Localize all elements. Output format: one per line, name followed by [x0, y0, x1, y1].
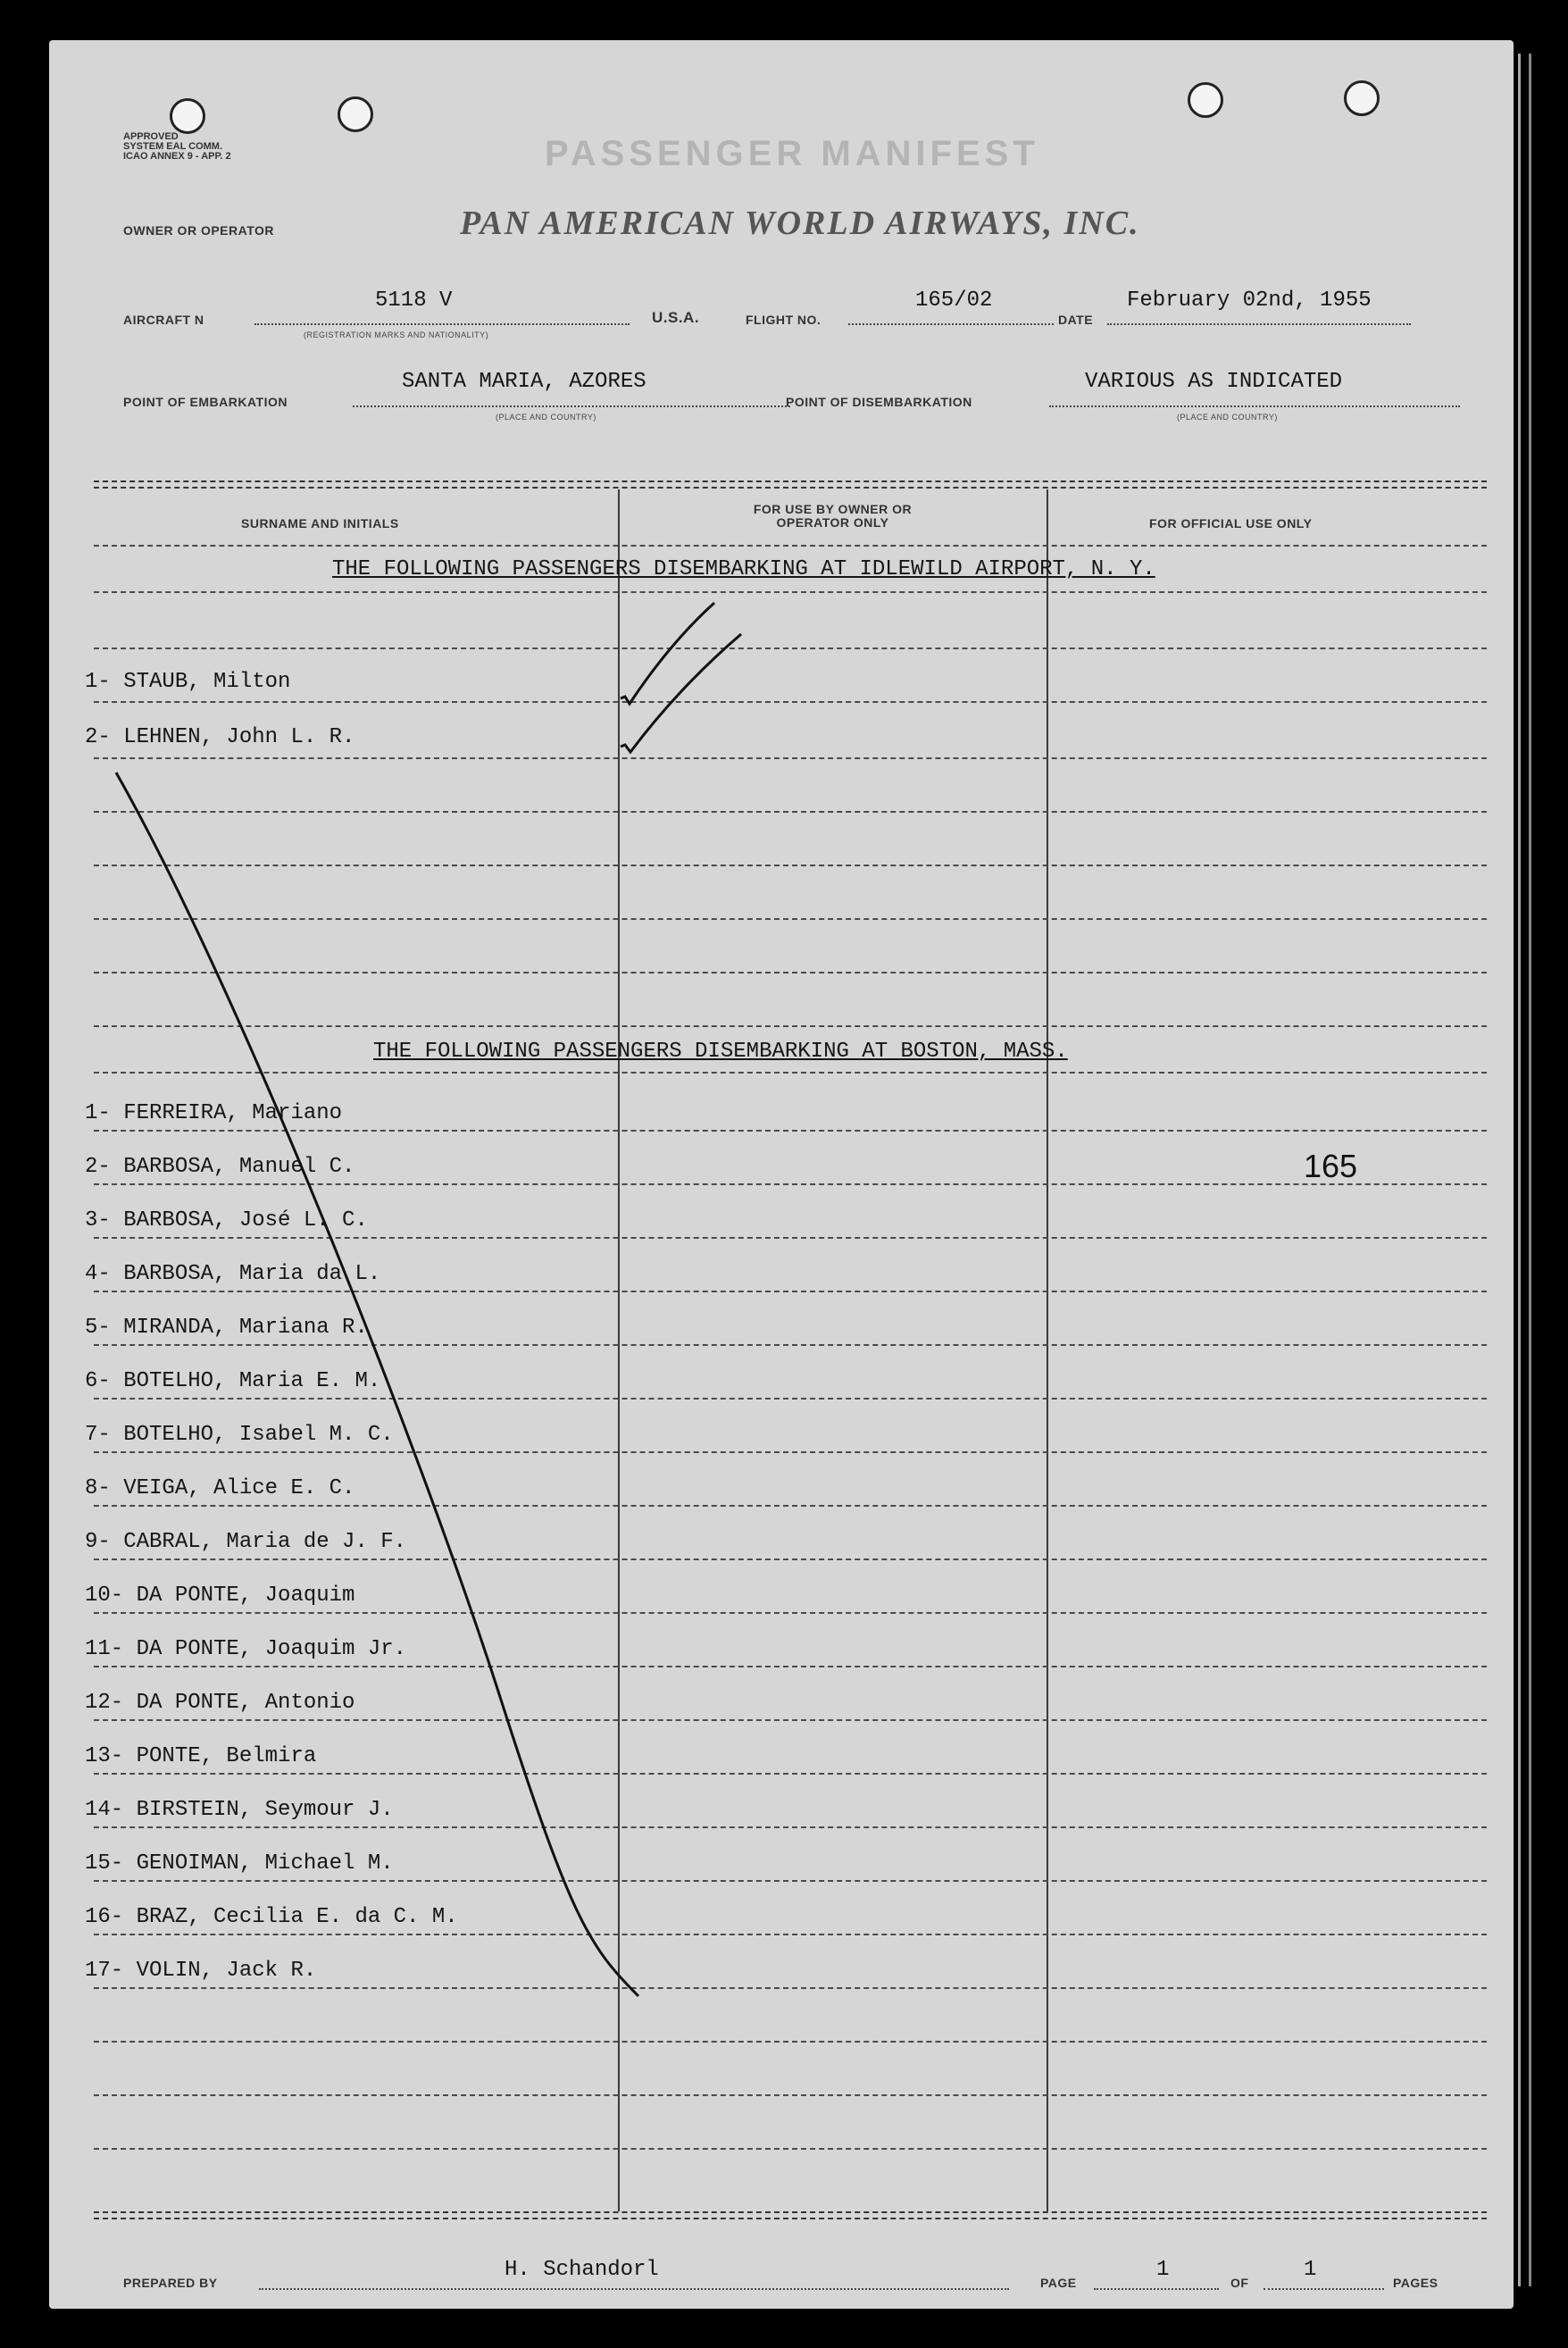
column-header-official: FOR OFFICIAL USE ONLY	[1149, 516, 1313, 531]
embark-sub: (PLACE AND COUNTRY)	[496, 413, 596, 422]
date-label: DATE	[1058, 313, 1094, 327]
disembark-value: VARIOUS AS INDICATED	[1085, 370, 1343, 394]
approval-line: SYSTEM EAL COMM.	[123, 141, 223, 152]
page-label: PAGE	[1040, 2276, 1077, 2290]
list-item: 2- BARBOSA, Manuel C.	[85, 1155, 355, 1179]
embark-label: POINT OF EMBARKATION	[123, 395, 288, 409]
list-item: 14- BIRSTEIN, Seymour J.	[85, 1798, 394, 1822]
list-item: 4- BARBOSA, Maria da L.	[85, 1262, 381, 1286]
list-item: 11- DA PONTE, Joaquim Jr.	[85, 1637, 407, 1661]
list-item: 10- DA PONTE, Joaquim	[85, 1583, 355, 1608]
table-bottom-rule	[94, 2211, 1487, 2219]
prepared-line	[259, 2288, 1009, 2290]
page-line	[1094, 2288, 1219, 2290]
list-item: 1- FERREIRA, Mariano	[85, 1101, 343, 1125]
list-item: 16- BRAZ, Cecilia E. da C. M.	[85, 1905, 458, 1929]
column-header-surname: SURNAME AND INITIALS	[241, 516, 399, 531]
list-item: 15- GENOIMAN, Michael M.	[85, 1851, 394, 1876]
list-item: 1- STAUB, Milton	[85, 670, 291, 694]
of-value: 1	[1304, 2258, 1317, 2282]
list-item: 2- LEHNEN, John L. R.	[85, 725, 355, 749]
section-heading-idlewild: THE FOLLOWING PASSENGERS DISEMBARKING AT IDLEWILD AIRPORT, N. Y.	[332, 557, 1155, 581]
page-title: PASSENGER MANIFEST	[545, 134, 1039, 173]
list-item: 9- CABRAL, Maria de J. F.	[85, 1530, 407, 1554]
column-header-owner-use: FOR USE BY OWNER OR OPERATOR ONLY	[753, 502, 913, 530]
date-value: February 02nd, 1955	[1127, 288, 1372, 313]
prepared-value: H. Schandorl	[505, 2258, 659, 2282]
nationality: U.S.A.	[652, 309, 700, 326]
list-item: 3- BARBOSA, José L. C.	[85, 1208, 368, 1232]
list-item: 6- BOTELHO, Maria E. M.	[85, 1369, 381, 1393]
disembark-label: POINT OF DISEMBARKATION	[786, 395, 972, 409]
list-item: 7- BOTELHO, Isabel M. C.	[85, 1423, 394, 1447]
list-item: 12- DA PONTE, Antonio	[85, 1691, 355, 1715]
aircraft-sub: (REGISTRATION MARKS AND NATIONALITY)	[304, 330, 489, 339]
aircraft-value: 5118 V	[375, 288, 453, 313]
flight-value: 165/02	[915, 288, 993, 313]
owner-label: OWNER OR OPERATOR	[123, 223, 274, 238]
list-item: 17- VOLIN, Jack R.	[85, 1959, 317, 1983]
section-heading-boston: THE FOLLOWING PASSENGERS DISEMBARKING AT BOSTON, MASS.	[373, 1040, 1068, 1064]
page-value: 1	[1156, 2258, 1170, 2282]
official-note: 165	[1304, 1148, 1358, 1184]
checkmark	[621, 603, 714, 704]
owner-value: PAN AMERICAN WORLD AIRWAYS, INC.	[460, 205, 1140, 242]
pages-label: PAGES	[1393, 2276, 1439, 2290]
approval-line: APPROVED	[123, 131, 179, 142]
aircraft-label: AIRCRAFT N	[123, 313, 204, 327]
prepared-label: PREPARED BY	[123, 2276, 218, 2290]
list-item: 8- VEIGA, Alice E. C.	[85, 1476, 355, 1500]
of-line	[1264, 2288, 1384, 2290]
flight-label: FLIGHT NO.	[746, 313, 822, 327]
list-item: 5- MIRANDA, Mariana R.	[85, 1316, 368, 1340]
checkmark	[621, 634, 741, 752]
of-label: OF	[1230, 2276, 1249, 2290]
strike-line	[116, 773, 638, 1996]
disembark-sub: (PLACE AND COUNTRY)	[1177, 413, 1278, 422]
embark-value: SANTA MARIA, AZORES	[402, 370, 646, 394]
list-item: 13- PONTE, Belmira	[85, 1744, 317, 1768]
approval-line: ICAO ANNEX 9 - APP. 2	[123, 151, 231, 162]
